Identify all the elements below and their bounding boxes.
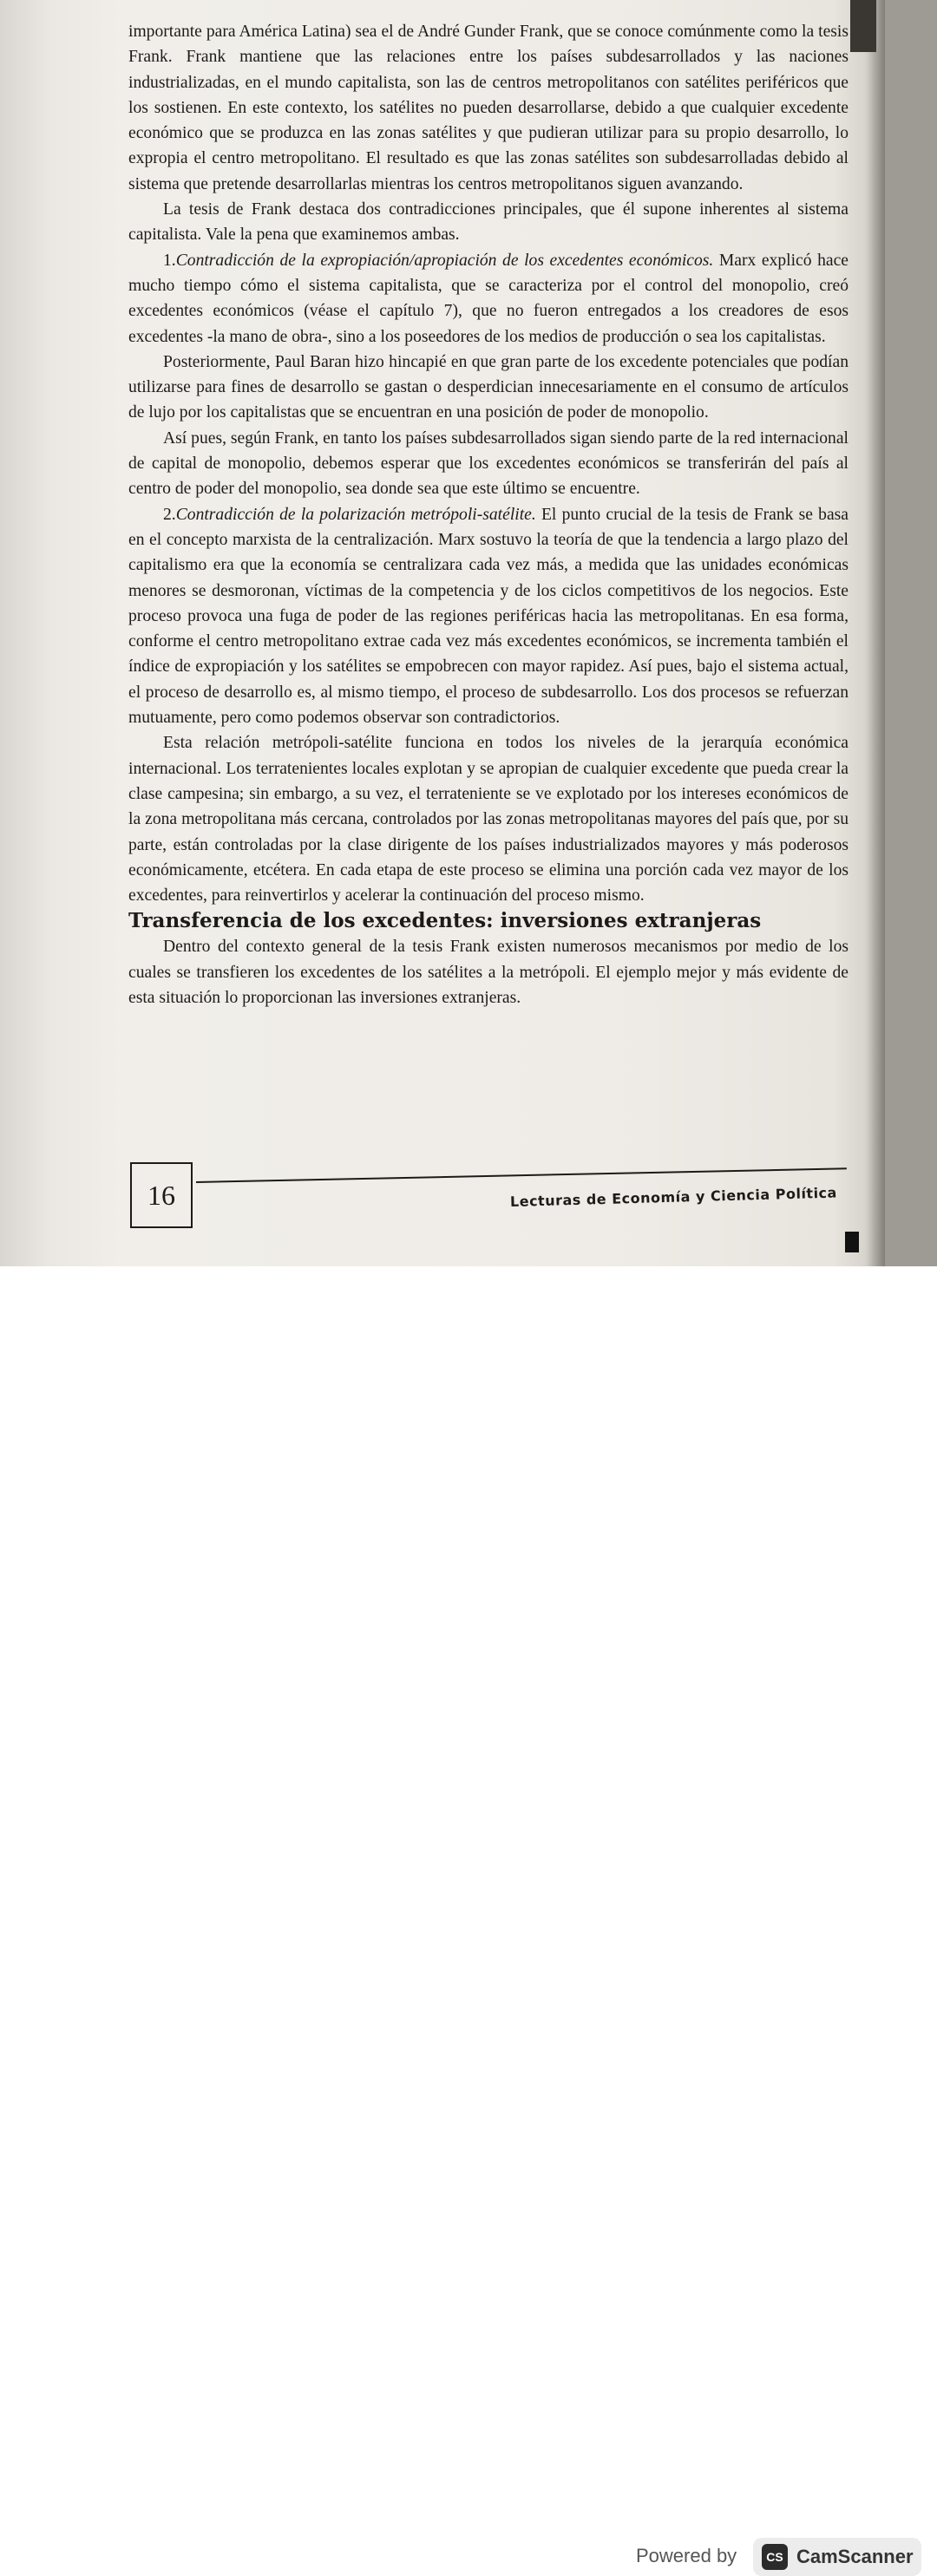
page-number: 16	[130, 1162, 193, 1228]
camscanner-brand: CamScanner	[796, 2546, 914, 2567]
paragraph-transfer: Dentro del contexto general de la tesis Frank existen numerosos mecanismos por medio de los cuales se transfieren los excedentes de los satélites a la metrópoli. El ejemplo mejor y más evidente de esta situación lo proporcionan las inversiones extranjeras.	[128, 938, 849, 1007]
body-text	[128, 19, 849, 1010]
paragraph-baran: Posteriormente, Paul Baran hizo hincapié en que gran parte de los excedente potenciales que podían utilizarse para fines de desarrollo se gastan o desperdician innecesariamente en el consumo de artículos de lujo por los capitalistas que se encuentran en una posición de poder de monopolio.	[128, 352, 849, 422]
scanned-page	[0, 0, 937, 1266]
paragraph-point-1	[128, 248, 849, 350]
binding-corner	[850, 0, 876, 52]
point-1-number: 1.	[163, 251, 176, 270]
page-edge-shadow	[864, 0, 885, 1266]
powered-by-label: Powered by	[636, 2545, 737, 2566]
paragraph-frank: Así pues, según Frank, en tanto los países subdesarrollados sigan siendo parte de la red internacional de capital de monopolio, debemos esperar que los excedentes económicos se transferirán del país al centro de poder del monopolio, sea donde sea que este último se encuentre.	[128, 428, 849, 499]
paragraph-contradictions: La tesis de Frank destaca dos contradicciones principales, que él supone inherentes al sistema capitalista. Vale la pena que examinemos ambas.	[128, 200, 849, 245]
scanner-watermark-bar	[0, 1266, 937, 2567]
camscanner-badge	[753, 2538, 921, 2576]
camscanner-logo-icon: CS	[762, 2544, 788, 2570]
point-2-body: El punto crucial de la tesis de Frank se basa en el concepto marxista de la centralización. Marx sostuvo la teoría de que la tendencia a largo plazo del capitalismo era que la economía se centralizara cada vez más, a medida que las unidades económicas menores se desmoronan, víctimas de la competencia y de los ciclos competitivos de los negocios. Este proceso provoca una fuga de poder de las regiones periféricas hacia las metropolitanas. En esa forma, conforme el centro metropolitano extrae cada vez más excedentes económicos, se incrementa también el índice de expropiación y los satélites se empobrecen con mayor rapidez. Así pues, bajo el sistema actual, el proceso de desarrollo es, al mismo tiempo, el proceso de subdesarrollo. Los dos procesos se refuerzan mutuamente, pero como podemos observar son contradictorios.	[128, 505, 849, 728]
point-2-number: 2.	[163, 505, 176, 524]
footer-rule	[196, 1167, 847, 1183]
edge-tab	[845, 1232, 859, 1252]
section-heading: Transferencia de los excedentes: inversiones extranjeras	[128, 909, 762, 933]
journal-title: Lecturas de Economía y Ciencia Política	[509, 1184, 838, 1210]
point-1-body: Marx explicó hace mucho tiempo cómo el sistema capitalista, que se caracteriza por el control del monopolio, creó excedentes económicos (véase el capítulo 7), que no fueron entregados a los creadores de esos excedentes -la mano de obra-, sino a los poseedores de los medios de producción o sea los capitalistas.	[128, 251, 849, 346]
point-2-title: Contradicción de la polarización metrópoli-satélite.	[175, 505, 536, 524]
paragraph-intro: importante para América Latina) sea el de André Gunder Frank, que se conoce comúnmente como la tesis Frank. Frank mantiene que las relaciones entre los países subdesarrollados y las naciones industrializadas, en el mundo capitalista, son las de centros metropolitanos con satélites periféricos que los sostienen. En este contexto, los satélites no pueden desarrollarse, debido a que cualquier excedente económico que se produzca en las zonas satélites y que pudieran utilizar para su propio desarrollo, lo expropia el centro metropolitano. El resultado es que las zonas satélites son subdesarrolladas debido al sistema que pretende desarrollarlas mientras los centros metropolitanos siguen avanzando.	[128, 23, 849, 193]
paragraph-hierarchy: Esta relación metrópoli-satélite funciona en todos los niveles de la jerarquía económica internacional. Los terratenientes locales explotan y se apropian de cualquier excedente que pueda crear la clase campesina; sin embargo, a su vez, el terrateniente se ve explotado por los intereses económicos de la zona metropolitana más cercana, controlados por las zonas metropolitanas mayores del país que, por su parte, están controladas por la clase dirigente de los países industrializados mayores y más poderosos económicamente, etcétera. En cada etapa de este proceso se elimina una porción cada vez mayor de los excedentes, para reinvertirlos y acelerar la continuación del proceso mismo.	[128, 734, 849, 906]
point-1-title: Contradicción de la expropiación/apropiación de los excedentes económicos.	[175, 251, 714, 270]
paragraph-point-2	[128, 502, 849, 731]
